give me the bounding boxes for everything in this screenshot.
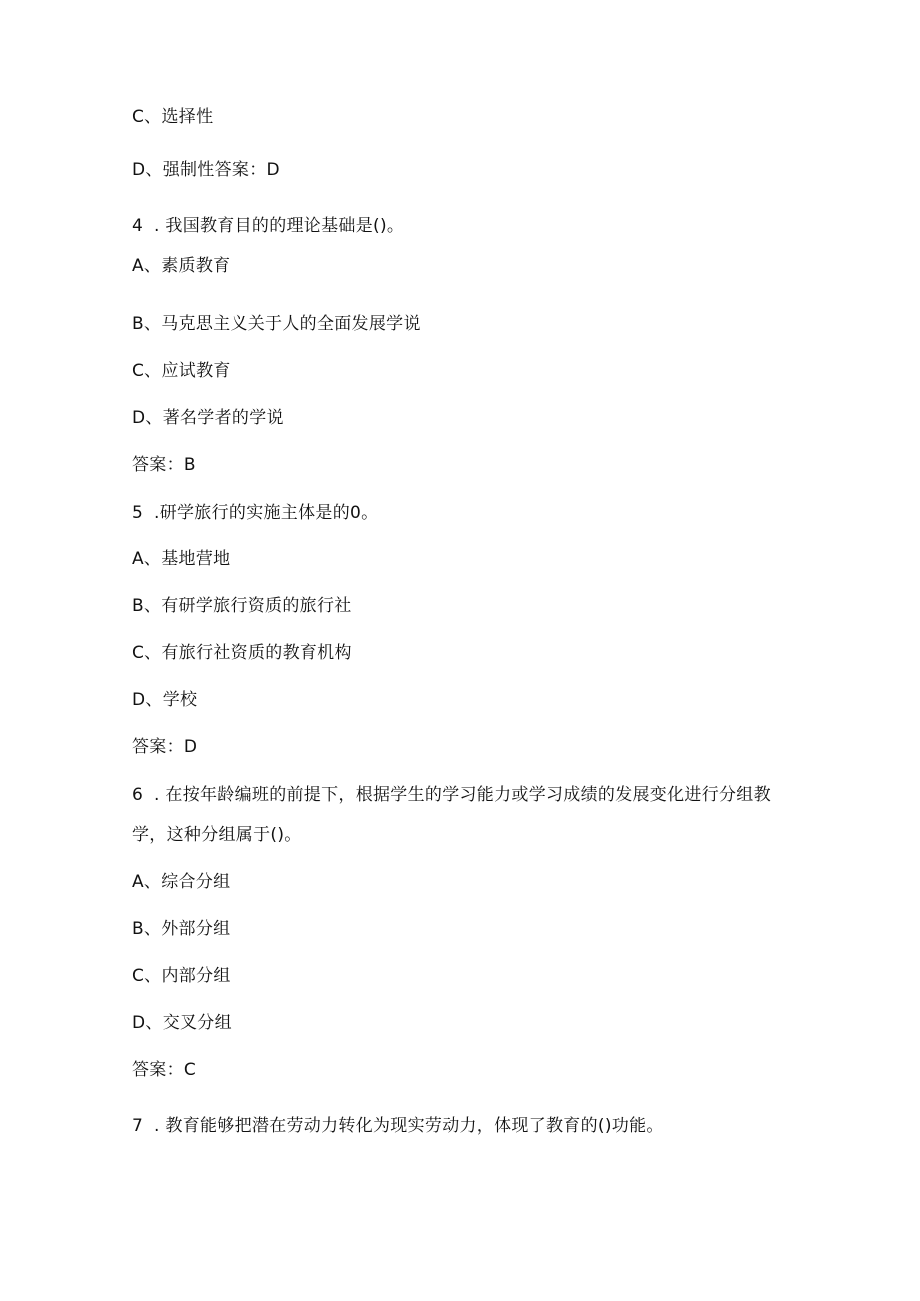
- answer-q5: 答案：D: [132, 737, 198, 757]
- question-number: 7: [132, 1116, 144, 1136]
- question-text: . 我国教育目的的理论基础是()。: [154, 216, 405, 236]
- question-text: .研学旅行的实施主体是的0。: [154, 503, 379, 523]
- option-d-q4: D、著名学者的学说: [132, 408, 284, 428]
- option-a-q6: A、综合分组: [132, 872, 231, 892]
- option-c-q5: C、有旅行社资质的教育机构: [132, 643, 352, 663]
- option-b-q4: B、马克思主义关于人的全面发展学说: [132, 314, 421, 334]
- option-d-q6: D、交叉分组: [132, 1013, 232, 1033]
- question-4: [132, 215, 404, 237]
- option-c-q3: C、选择性: [132, 107, 214, 127]
- option-a-q5: A、基地营地: [132, 549, 231, 569]
- option-c-q6: C、内部分组: [132, 966, 231, 986]
- option-b-q6: B、外部分组: [132, 919, 231, 939]
- question-7: [132, 1115, 664, 1137]
- question-text: . 在按年龄编班的前提下，根据学生的学习能力或学习成绩的发展变化进行分组教: [154, 785, 771, 805]
- question-6: [132, 784, 771, 806]
- question-number: 5: [132, 503, 144, 523]
- option-c-q4: C、应试教育: [132, 361, 231, 381]
- option-a-q4: A、素质教育: [132, 256, 231, 276]
- option-b-q5: B、有研学旅行资质的旅行社: [132, 596, 352, 616]
- answer-q4: 答案：B: [132, 455, 196, 475]
- question-number: 4: [132, 216, 144, 236]
- question-number: 6: [132, 785, 144, 805]
- question-5: [132, 502, 378, 524]
- option-d-answer-q3: D、强制性答案：D: [132, 160, 280, 180]
- answer-q6: 答案：C: [132, 1060, 197, 1080]
- question-6-continued: 学，这种分组属于()。: [132, 825, 302, 845]
- option-d-q5: D、学校: [132, 690, 198, 710]
- question-text: . 教育能够把潜在劳动力转化为现实劳动力，体现了教育的()功能。: [154, 1116, 664, 1136]
